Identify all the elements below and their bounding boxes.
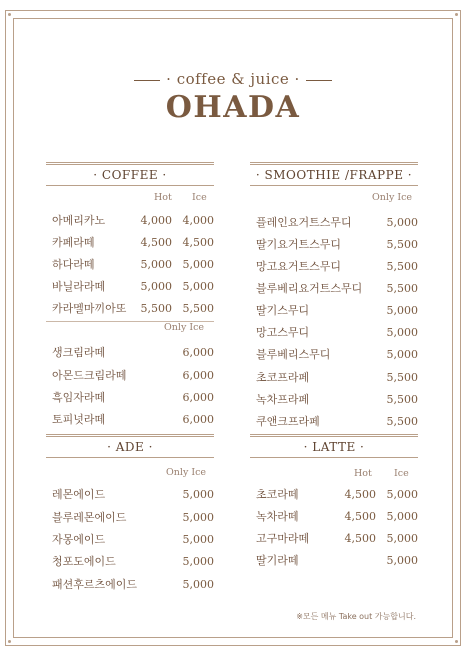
hot-price: 4,500 [344, 510, 376, 523]
menu-item [250, 551, 418, 571]
menu-item [250, 323, 418, 343]
item-name: 블루베리요거트스무디 [256, 282, 363, 295]
menu-item [46, 211, 214, 231]
item-price: 5,000 [182, 578, 214, 591]
menu-item [46, 388, 214, 408]
ade-only-ice: Only Ice [166, 467, 207, 478]
menu-item [250, 485, 418, 505]
ice-price: 5,000 [386, 532, 418, 545]
menu-item [46, 233, 214, 253]
subtitle-rule [306, 80, 332, 81]
item-name: 딸기요거트스무디 [256, 238, 342, 251]
menu-item [46, 255, 214, 275]
item-price: 5,500 [386, 371, 418, 384]
menu-item [250, 257, 418, 277]
ice-price: 5,000 [182, 280, 214, 293]
coffee-ice-header: Ice [192, 192, 207, 203]
ice-price: 4,000 [182, 214, 214, 227]
item-name: 망고스무디 [256, 326, 310, 339]
coffee-title: · COFFEE · [46, 162, 214, 186]
hot-price: 5,500 [140, 302, 172, 315]
item-name: 망고요거트스무디 [256, 260, 342, 273]
ice-price: 5,000 [386, 510, 418, 523]
coffee-hot-header: Hot [154, 192, 172, 203]
item-name: 자몽에이드 [52, 533, 106, 546]
menu-item [46, 299, 214, 319]
item-name: 초코프라페 [256, 371, 310, 384]
item-name: 블루레몬에이드 [52, 511, 127, 524]
menu-subtitle: · coffee & juice · [0, 70, 466, 88]
ice-price: 5,500 [182, 302, 214, 315]
corner-dot [455, 13, 458, 16]
item-name: 녹차프라페 [256, 393, 310, 406]
menu-item [46, 343, 214, 363]
menu-item [46, 410, 214, 430]
item-name: 플레인요거트스무디 [256, 216, 352, 229]
subtitle-rule [134, 80, 160, 81]
corner-dot [8, 13, 11, 16]
hot-price: 5,000 [140, 280, 172, 293]
item-name: 아몬드크림라떼 [52, 369, 127, 382]
subtitle-text: coffee & juice [176, 70, 290, 88]
hot-price: 5,000 [140, 258, 172, 271]
menu-item [250, 390, 418, 410]
menu-header [0, 70, 466, 125]
item-price: 5,500 [386, 282, 418, 295]
hot-price: 4,500 [140, 236, 172, 249]
coffee-only-ice: Only Ice [164, 322, 205, 333]
item-price: 5,000 [182, 555, 214, 568]
menu-item [46, 277, 214, 297]
menu-item [46, 366, 214, 386]
item-name: 흑임자라떼 [52, 391, 106, 404]
shop-title: OHADA [165, 90, 301, 125]
item-price: 5,500 [386, 415, 418, 428]
item-price: 5,000 [386, 326, 418, 339]
corner-dot [455, 640, 458, 643]
hot-price: 4,000 [140, 214, 172, 227]
item-name: 아메리카노 [52, 214, 106, 227]
item-name: 고구마라떼 [256, 532, 310, 545]
item-price: 5,000 [182, 533, 214, 546]
latte-title: · LATTE · [250, 434, 418, 458]
ice-price: 5,000 [386, 554, 418, 567]
menu-item [46, 552, 214, 572]
menu-item [250, 368, 418, 388]
menu-item [250, 279, 418, 299]
menu-item [250, 507, 418, 527]
item-price: 5,500 [386, 260, 418, 273]
item-price: 5,000 [386, 348, 418, 361]
item-name: 블루베리스무디 [256, 348, 331, 361]
menu-item [46, 508, 214, 528]
latte-hot-header: Hot [354, 468, 372, 479]
menu-item [250, 213, 418, 233]
item-name: 레몬에이드 [52, 488, 106, 501]
item-name: 딸기스무디 [256, 304, 310, 317]
smoothie-only-ice: Only Ice [372, 192, 413, 203]
item-name: 토피넛라떼 [52, 413, 106, 426]
menu-item [46, 530, 214, 550]
item-price: 5,000 [386, 304, 418, 317]
hot-price: 4,500 [344, 532, 376, 545]
item-name: 딸기라떼 [256, 554, 299, 567]
item-price: 6,000 [182, 413, 214, 426]
item-price: 5,000 [182, 488, 214, 501]
ice-price: 4,500 [182, 236, 214, 249]
item-price: 5,000 [182, 511, 214, 524]
item-name: 녹차라떼 [256, 510, 299, 523]
item-name: 쿠앤크프라페 [256, 415, 320, 428]
item-price: 5,000 [386, 216, 418, 229]
item-price: 6,000 [182, 391, 214, 404]
item-name: 하다라떼 [52, 258, 95, 271]
menu-item [250, 301, 418, 321]
ade-title: · ADE · [46, 434, 214, 458]
latte-ice-header: Ice [394, 468, 409, 479]
menu-item [250, 235, 418, 255]
item-price: 6,000 [182, 369, 214, 382]
menu-item [250, 529, 418, 549]
item-name: 카페라떼 [52, 236, 95, 249]
item-price: 5,500 [386, 393, 418, 406]
item-name: 생크림라떼 [52, 346, 106, 359]
item-name: 바닐라라떼 [52, 280, 106, 293]
menu-item [250, 345, 418, 365]
item-price: 5,500 [386, 238, 418, 251]
item-name: 초코라떼 [256, 488, 299, 501]
takeout-note: ※모든 메뉴 Take out 가능합니다. [296, 612, 416, 621]
item-name: 청포도에이드 [52, 555, 116, 568]
hot-price: 4,500 [344, 488, 376, 501]
corner-dot [8, 640, 11, 643]
menu-item [250, 412, 418, 432]
item-price: 6,000 [182, 346, 214, 359]
ice-price: 5,000 [182, 258, 214, 271]
item-name: 카라멜마끼아또 [52, 302, 127, 315]
menu-item [46, 485, 214, 505]
smoothie-title: · SMOOTHIE /FRAPPE · [250, 162, 418, 186]
item-name: 패션후르츠에이드 [52, 578, 138, 591]
ice-price: 5,000 [386, 488, 418, 501]
menu-item [46, 575, 214, 595]
